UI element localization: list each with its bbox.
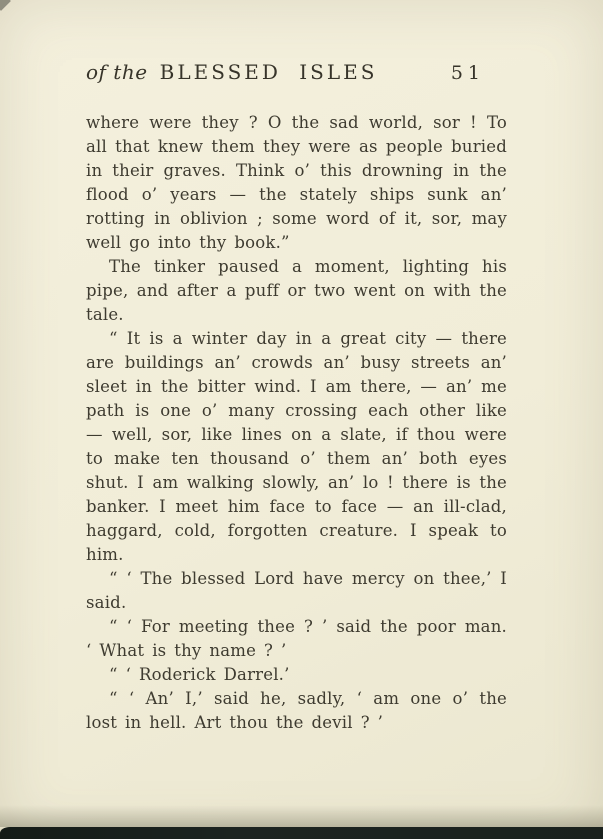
running-title-main: BLESSED ISLES — [159, 60, 378, 84]
paragraph: “ ‘ Roderick Darrel.’ — [109, 665, 290, 684]
body-text — [86, 111, 507, 735]
paragraph: The tinker paused a moment, lighting his pipe, and after a puff or two went on with the tale. — [86, 257, 507, 324]
paragraph: “ ‘ The blessed Lord have mercy on thee,’ I said. — [86, 569, 507, 612]
scan-corner-artifact — [0, 0, 11, 11]
page-number: 51 — [450, 62, 485, 84]
page-header — [86, 60, 507, 84]
running-title-prefix: of the — [86, 60, 148, 84]
paragraph: “ ‘ For meeting thee ? ’ said the poor man. ‘ What is thy name ? ’ — [86, 617, 507, 660]
bottom-page-edge — [0, 827, 603, 839]
paragraph: “ It is a winter day in a great city — there are buildings an’ crowds an’ busy streets an’ sleet in the bitter wind. I am there, — an’ me path is one o’ many crossing each other like — well, sor, like lines on a slate, if thou were to make ten thousand o’ them an’ both eyes shut. I am walking slowly, an’ lo ! there is the banker. I meet him face to face — an ill-clad, haggard, cold, forgotten creature. I speak to him. — [86, 329, 507, 564]
paragraph: “ ‘ An’ I,’ said he, sadly, ‘ am one o’ the lost in hell. Art thou the devil ? ’ — [86, 689, 507, 732]
paragraph: where were they ? O the sad world, sor ! To all that knew them they were as people buried in their graves. Think o’ this drowning in the flood o’ years — the stately ships sunk an’ rotting in oblivion ; some word of it, sor, may well go into thy book.” — [86, 113, 507, 252]
running-title — [86, 60, 377, 84]
page-content — [86, 60, 507, 735]
page-curl-shadow — [0, 805, 603, 827]
